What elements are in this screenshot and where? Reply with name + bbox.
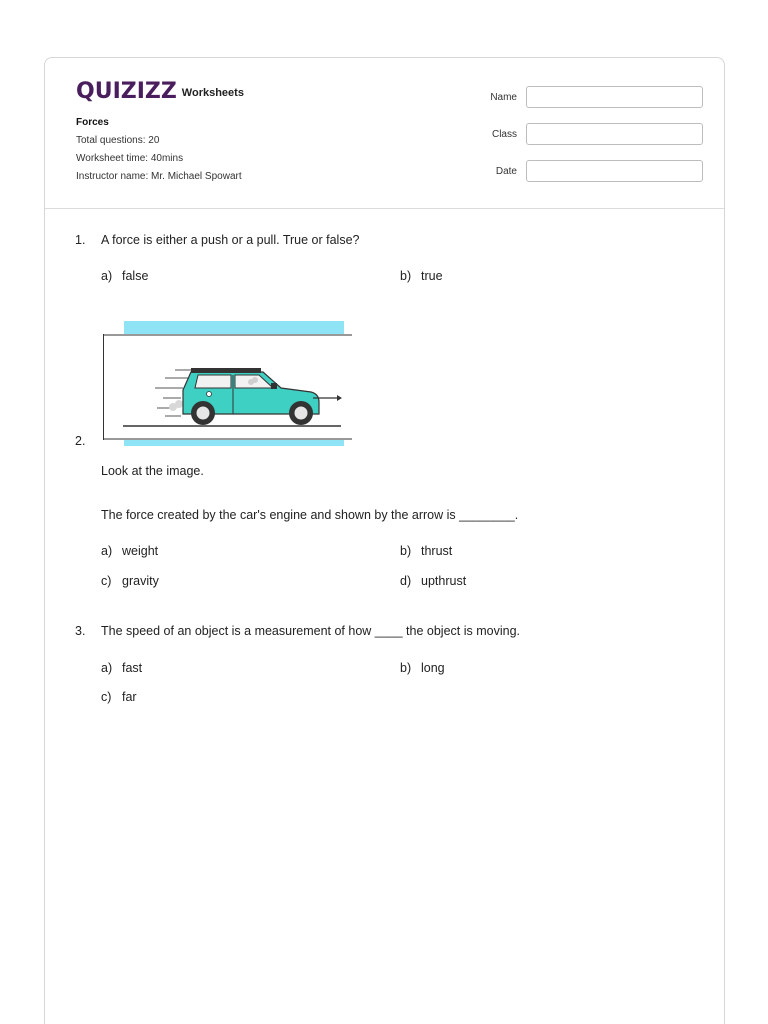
car-thrust-image: [103, 320, 352, 448]
name-label: Name: [490, 91, 517, 103]
class-label: Class: [491, 128, 517, 140]
worksheet-header: [45, 58, 724, 209]
class-field-row: [465, 123, 703, 145]
worksheet-page: [44, 57, 725, 1024]
q3-option-b[interactable]: b) long: [400, 661, 445, 675]
question-text: The speed of an object is a measurement of how ____ the object is moving.: [101, 624, 520, 638]
q1-option-a[interactable]: a) false: [101, 269, 149, 283]
image-top-band: [124, 321, 344, 334]
q2-option-d[interactable]: d) upthrust: [400, 574, 467, 588]
q2-option-b[interactable]: b) thrust: [400, 544, 453, 558]
class-input[interactable]: [526, 123, 703, 145]
total-questions: Total questions: 20: [76, 135, 160, 146]
q3-option-c[interactable]: c) far: [101, 690, 137, 704]
car-roof: [191, 368, 261, 373]
logo-wordmark: QUIZIZZ: [76, 79, 177, 104]
logo-subtitle: Worksheets: [181, 87, 244, 99]
question-number: 3.: [75, 624, 86, 638]
date-input[interactable]: [526, 160, 703, 182]
date-label: Date: [495, 165, 517, 177]
q2-option-c[interactable]: c) gravity: [101, 574, 159, 588]
worksheet-meta: [76, 117, 242, 189]
question-2-prompt: Look at the image.: [101, 464, 204, 478]
question-number: 2.: [75, 434, 86, 448]
worksheet-time: Worksheet time: 40mins: [76, 153, 184, 164]
q3-option-a[interactable]: a) fast: [101, 661, 143, 675]
q2-option-a[interactable]: a) weight: [101, 544, 159, 558]
worksheet-title: Forces: [76, 117, 109, 128]
question-text: A force is either a push or a pull. True or false?: [101, 233, 360, 247]
instructor-name: Instructor name: Mr. Michael Spowart: [76, 171, 242, 182]
name-field-row: [465, 86, 703, 108]
question-number: 1.: [75, 233, 86, 247]
q1-option-b[interactable]: b) true: [400, 269, 443, 283]
question-2-text: The force created by the car's engine and shown by the arrow is ________.: [101, 508, 519, 522]
date-field-row: [465, 160, 703, 182]
quizizz-logo: [76, 80, 244, 104]
name-input[interactable]: [526, 86, 703, 108]
